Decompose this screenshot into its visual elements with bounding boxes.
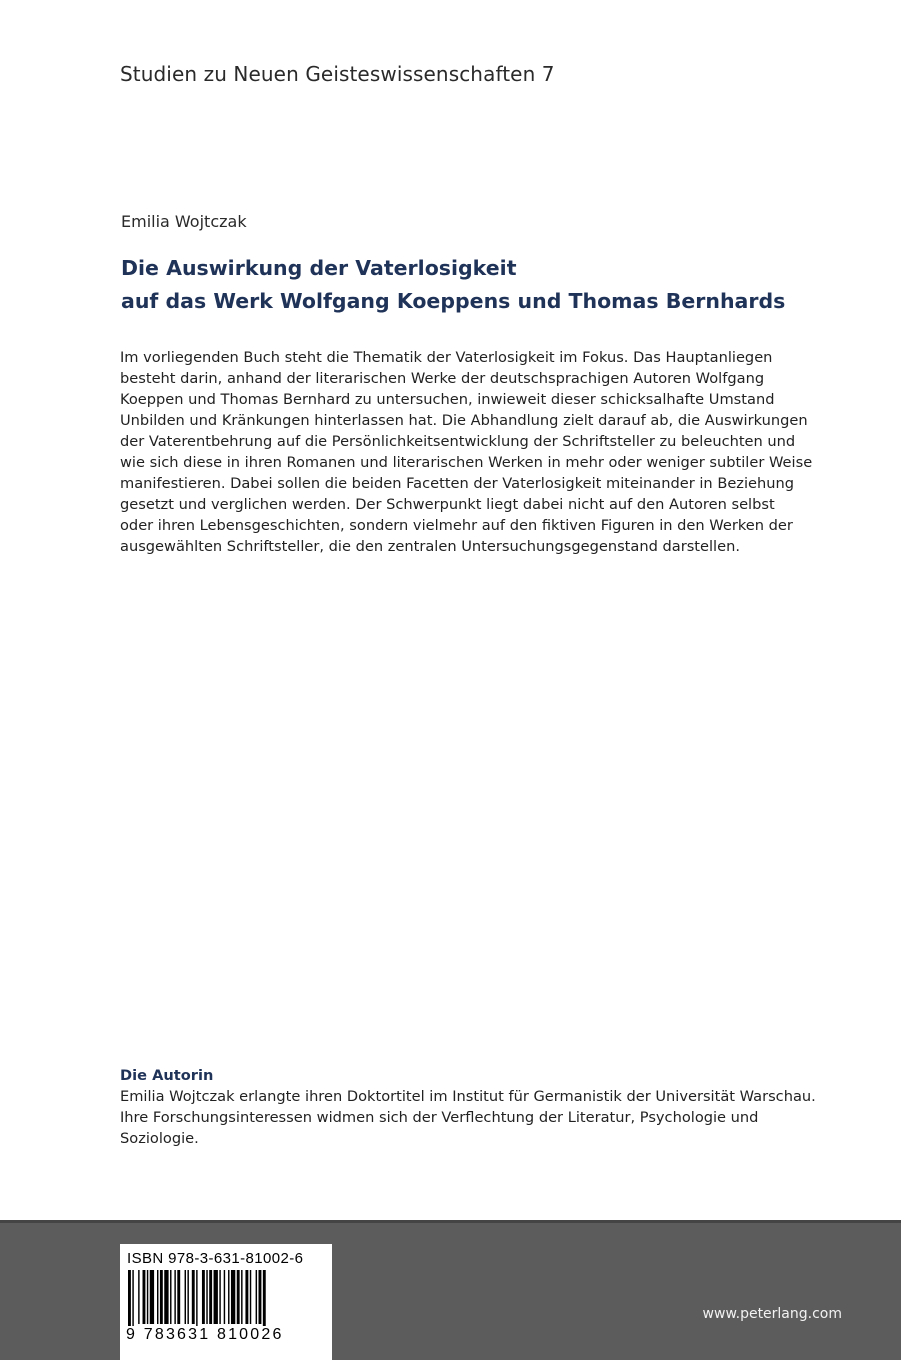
barcode-bar [263, 1270, 266, 1330]
barcode-bar [187, 1270, 188, 1324]
abstract-text [120, 347, 860, 557]
abstract-line: Unbilden und Kränkungen hinterlassen hat. Die Abhandlung zielt darauf ab, die Auswirkungen [120, 412, 808, 429]
footer-divider [0, 1220, 901, 1223]
barcode-bar [256, 1270, 257, 1324]
barcode-digits: 9 783631 810026 [126, 1326, 326, 1344]
author-bio-text [120, 1086, 880, 1149]
barcode-bar [219, 1270, 220, 1324]
barcode-bar [128, 1270, 131, 1330]
barcode-bar [138, 1270, 139, 1324]
barcode-bar [245, 1270, 248, 1324]
series-title: Studien zu Neuen Geisteswissenschaften 7 [120, 62, 555, 86]
barcode-bar [132, 1270, 133, 1330]
abstract-line: gesetzt und verglichen werden. Der Schwerpunkt liegt dabei nicht auf den Autoren selbst [120, 496, 775, 513]
publisher-website: www.peterlang.com [702, 1306, 842, 1322]
barcode-bar [170, 1270, 171, 1324]
abstract-line: der Vaterentbehrung auf die Persönlichkeitsentwicklung der Schriftsteller zu beleuchten und [120, 433, 796, 450]
book-title-line: auf das Werk Wolfgang Koeppens und Thomas Bernhards [121, 289, 786, 313]
abstract-line: wie sich diese in ihren Romanen und literarischen Werken in mehr oder weniger subtiler Weise [120, 454, 813, 471]
barcode-bar [192, 1270, 195, 1324]
barcode-bar [237, 1270, 240, 1324]
barcode-bar [214, 1270, 218, 1324]
barcode-bar [157, 1270, 158, 1324]
book-title [121, 252, 861, 318]
barcode-bar [160, 1270, 163, 1324]
abstract-line: manifestieren. Dabei sollen die beiden Facetten der Vaterlosigkeit miteinander in Beziehung [120, 475, 795, 492]
barcode-bar [177, 1270, 180, 1324]
author-bio-heading: Die Autorin [120, 1067, 214, 1084]
barcode-bar [206, 1270, 207, 1324]
barcode-icon [126, 1270, 326, 1330]
isbn-barcode-panel [120, 1244, 332, 1360]
barcode-bar [185, 1270, 186, 1324]
book-title-line: Die Auswirkung der Vaterlosigkeit [121, 256, 517, 280]
barcode-bar [202, 1270, 205, 1324]
abstract-line: Im vorliegenden Buch steht die Thematik der Vaterlosigkeit im Fokus. Das Hauptanliegen [120, 349, 773, 366]
barcode-bar [143, 1270, 146, 1324]
barcode-bar [231, 1270, 235, 1324]
bio-line: Emilia Wojtczak erlangte ihren Doktortitel im Institut für Germanistik der Universität Warschau. [120, 1088, 816, 1105]
abstract-line: oder ihren Lebensgeschichten, sondern vielmehr auf den fiktiven Figuren in den Werken der [120, 517, 793, 534]
bio-line: Soziologie. [120, 1130, 199, 1147]
isbn-label: ISBN 978-3-631-81002-6 [127, 1250, 304, 1267]
footer-band [0, 1220, 901, 1360]
barcode-bar [147, 1270, 148, 1324]
barcode-bar [174, 1270, 175, 1324]
barcode-bar [196, 1270, 197, 1330]
bio-line: Ihre Forschungsinteressen widmen sich der Verflechtung der Literatur, Psychologie und [120, 1109, 759, 1126]
abstract-line: ausgewählten Schriftsteller, die den zentralen Untersuchungsgegenstand darstellen. [120, 538, 740, 555]
author-name: Emilia Wojtczak [121, 212, 247, 231]
barcode-bar [224, 1270, 225, 1324]
barcode-bar [150, 1270, 154, 1324]
abstract-line: besteht darin, anhand der literarischen Werke der deutschsprachigen Autoren Wolfgang [120, 370, 765, 387]
barcode-bar [259, 1270, 262, 1324]
barcode-bar [209, 1270, 212, 1324]
barcode-bar [228, 1270, 229, 1324]
barcode-bar [250, 1270, 251, 1324]
barcode-bar [241, 1270, 242, 1324]
abstract-line: Koeppen und Thomas Bernhard zu untersuchen, inwieweit dieser schicksalhafte Umstand [120, 391, 775, 408]
barcode-bar [164, 1270, 168, 1324]
